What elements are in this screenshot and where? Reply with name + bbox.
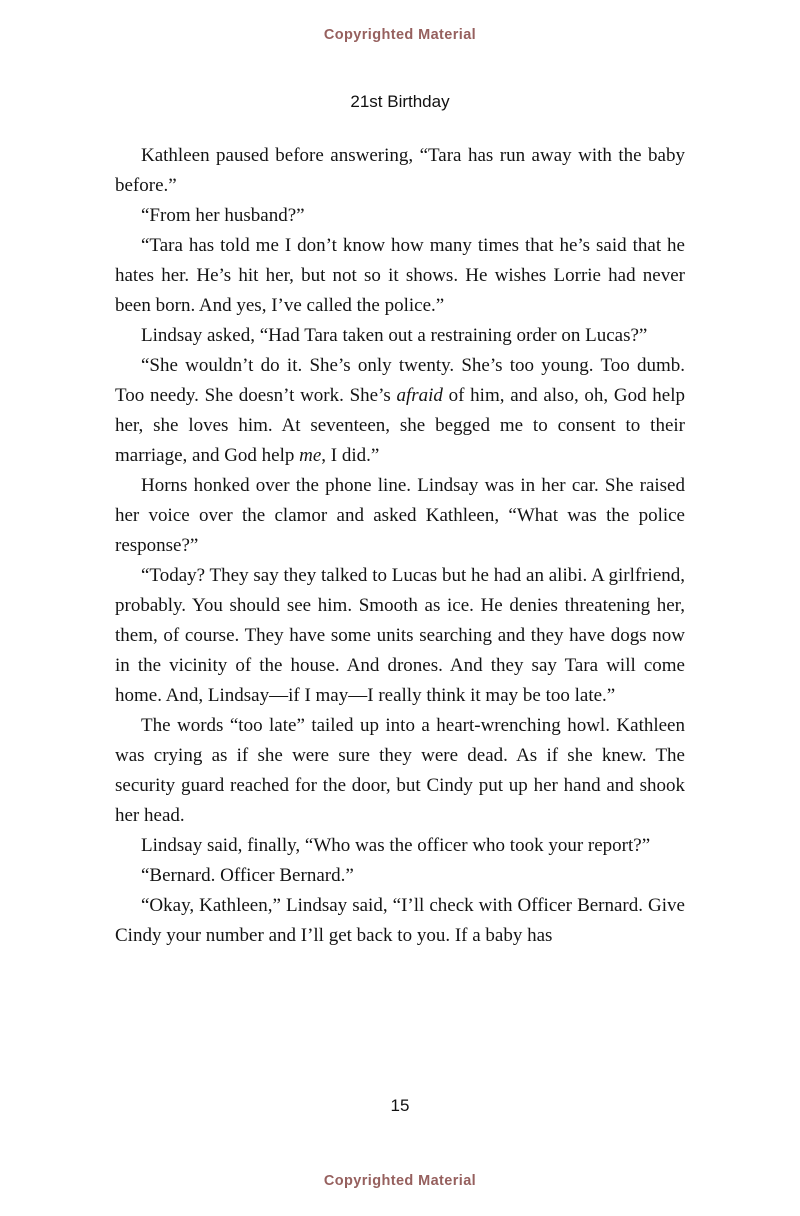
- paragraph: [115, 711, 685, 831]
- text-run: Lindsay asked, “Had Tara taken out a restraining order on Lucas?”: [141, 325, 648, 346]
- text-run: “She wouldn’t do it. She’s only twenty. She’s too young. Too dumb. Too needy. She doesn’t work. She’s: [115, 355, 685, 406]
- copyright-notice-bottom: Copyrighted Material: [323, 1173, 477, 1189]
- paragraph: [115, 231, 685, 321]
- paragraph: [115, 351, 685, 471]
- paragraph: [115, 561, 685, 711]
- paragraph: [115, 831, 685, 861]
- paragraph: [115, 891, 685, 951]
- running-head-title: 21st Birthday: [350, 92, 450, 111]
- copyright-notice-top: Copyrighted Material: [323, 27, 477, 43]
- paragraph: [115, 471, 685, 561]
- text-run: , I did.”: [321, 445, 380, 466]
- paragraph: [115, 321, 685, 351]
- text-run: The words “too late” tailed up into a heart-wrenching howl. Kathleen was crying as if she were sure they were dead. As if she knew. The security guard reached for the door, but Cindy put up her hand and shook her head.: [115, 715, 685, 826]
- text-run: “Bernard. Officer Bernard.”: [141, 865, 354, 886]
- text-run: “Okay, Kathleen,” Lindsay said, “I’ll check with Officer Bernard. Give Cindy your number and I’ll get back to you. If a baby has: [115, 895, 685, 946]
- italic-text-run: afraid: [396, 385, 443, 406]
- text-run: “From her husband?”: [141, 205, 305, 226]
- text-run: Lindsay said, finally, “Who was the officer who took your report?”: [141, 835, 651, 856]
- paragraph: [115, 861, 685, 891]
- text-run: of him, and also, oh, God help her, she loves him. At seventeen, she begged me to consent to their marriage, and God help: [115, 385, 685, 466]
- paragraph: [115, 141, 685, 201]
- body-text: [115, 141, 685, 951]
- page-number: 15: [390, 1096, 410, 1115]
- italic-text-run: me: [299, 445, 322, 466]
- text-run: “Tara has told me I don’t know how many times that he’s said that he hates her. He’s hit her, but not so it shows. He wishes Lorrie had never been born. And yes, I’ve called the police.”: [115, 235, 685, 316]
- text-run: Kathleen paused before answering, “Tara has run away with the baby before.”: [115, 145, 685, 196]
- text-run: Horns honked over the phone line. Lindsay was in her car. She raised her voice over the clamor and asked Kathleen, “What was the police response?”: [115, 475, 685, 556]
- text-run: “Today? They say they talked to Lucas but he had an alibi. A girlfriend, probably. You should see him. Smooth as ice. He denies threatening her, them, of course. They have some units searching and they have dogs now in the vicinity of the house. And drones. And they say Tara will come home. And, Lindsay—if I may—I really think it may be too late.”: [115, 565, 685, 706]
- paragraph: [115, 201, 685, 231]
